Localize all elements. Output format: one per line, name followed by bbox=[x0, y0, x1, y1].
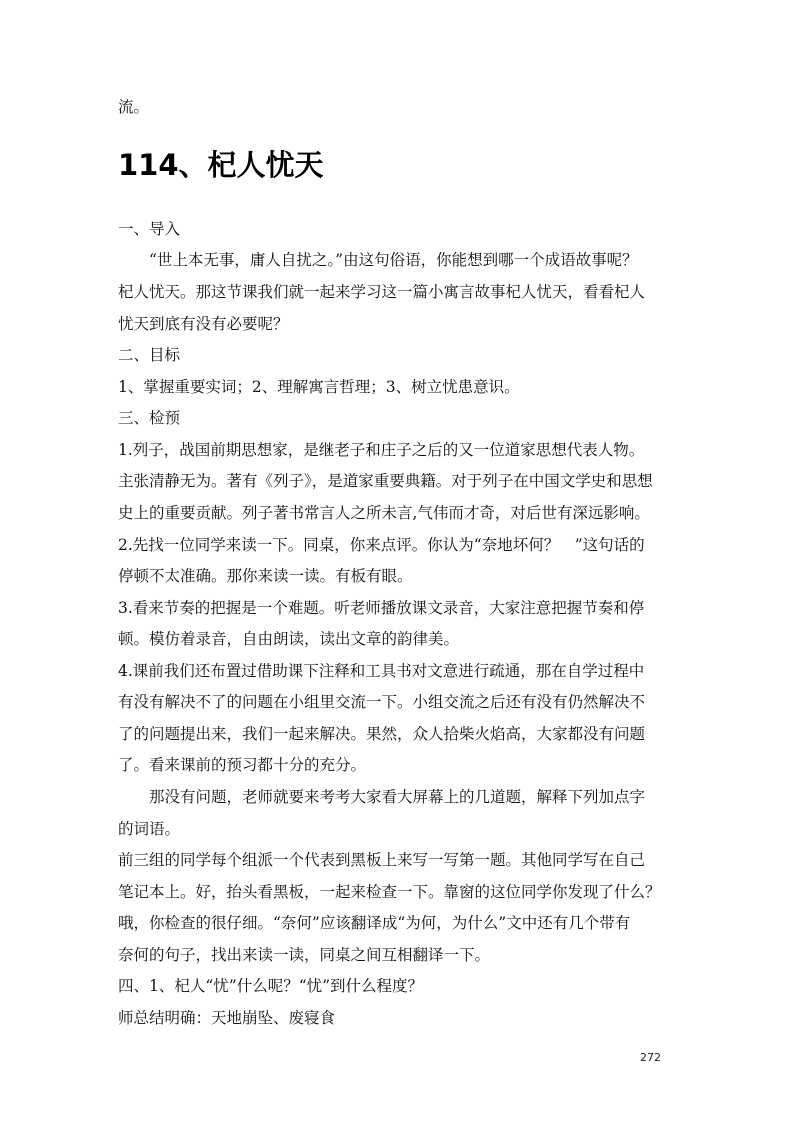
body-line-12: 停顿不太准确。那你来读一读。有板有眼。 bbox=[118, 567, 413, 585]
body-line-7: 三、检预 bbox=[118, 409, 181, 427]
body-line-15: 4.课前我们还布置过借助课下注释和工具书对文意进行疏通，那在自学过程中 bbox=[118, 662, 645, 680]
body-line-26: 师总结明确：天地崩坠、废寝食 bbox=[118, 1009, 336, 1027]
body-line-17: 了的问题提出来，我们一起来解决。果然，众人拾柴火焰高，大家都没有问题 bbox=[118, 725, 646, 743]
body-line-19: 那没有问题，老师就要来考考大家看大屏幕上的几道题，解释下列加点字 bbox=[118, 788, 646, 806]
body-line-25: 四、1、杞人“忧”什么呢？“忧”到什么程度？ bbox=[118, 977, 424, 995]
body-line-22: 笔记本上。好，抬头看黑板，一起来检查一下。靠窗的这位同学你发现了什么？ bbox=[118, 883, 661, 901]
body-line-21: 前三组的同学每个组派一个代表到黑板上来写一写第一题。其他同学写在自己 bbox=[118, 851, 646, 869]
body-line-13: 3.看来节奏的把握是一个难题。听老师播放课文录音，大家注意把握节奏和停 bbox=[118, 599, 645, 617]
body-line-23: 哦，你检查的很仔细。“奈何”应该翻译成“为何，为什么”文中还有几个带有 bbox=[118, 914, 631, 932]
page-number: 272 bbox=[640, 1051, 661, 1064]
body-line-6: 1、掌握重要实词；2、理解寓言哲理；3、树立忧患意识。 bbox=[118, 378, 520, 396]
body-line-24: 奈何的句子，找出来读一读，同桌之间互相翻译一下。 bbox=[118, 946, 491, 964]
body-line-18: 了。看来课前的预习都十分的充分。 bbox=[118, 756, 367, 774]
body-line-4: 忧天到底有没有必要呢？ bbox=[118, 315, 289, 333]
body-line-14: 顿。模仿着录音，自由朗读，读出文章的韵律美。 bbox=[118, 630, 460, 648]
body-line-5: 二、目标 bbox=[118, 346, 181, 364]
body-line-11: 2.先找一位同学来读一下。同桌，你来点评。你认为“奈地坏何？ ”这句话的 bbox=[118, 536, 645, 554]
body-line-2: “世上本无事，庸人自扰之。”由这句俗语，你能想到哪一个成语故事呢？ bbox=[118, 251, 638, 269]
body-line-3: 杞人忧天。那这节课我们就一起来学习这一篇小寓言故事杞人忧天，看看杞人 bbox=[118, 283, 646, 301]
body-line-16: 有没有解决不了的问题在小组里交流一下。小组交流之后还有没有仍然解决不 bbox=[118, 693, 646, 711]
body-line-8: 1.列子，战国前期思想家，是继老子和庄子之后的又一位道家思想代表人物。 bbox=[118, 441, 645, 459]
top-fragment-line: 流。 bbox=[118, 98, 150, 116]
body-line-10: 史上的重要贡献。列子著书常言人之所未言,气伟而才奇，对后世有深远影响。 bbox=[118, 504, 650, 522]
body-line-1: 一、导入 bbox=[118, 220, 181, 238]
body-line-20: 的词语。 bbox=[118, 820, 181, 838]
page-title: 114、杞人忧天 bbox=[118, 148, 324, 182]
body-line-9: 主张清静无为。著有《列子》，是道家重要典籍。对于列子在中国文学史和思想 bbox=[118, 472, 653, 490]
